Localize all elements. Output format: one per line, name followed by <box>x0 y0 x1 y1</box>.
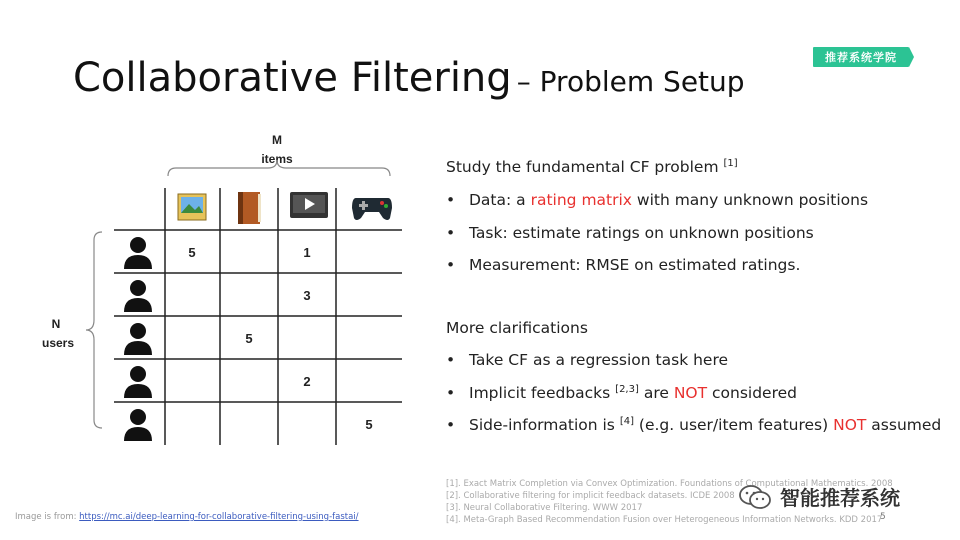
side-text: Side-information is <box>469 416 620 435</box>
wechat-icon <box>738 484 772 510</box>
implicit-end: considered <box>707 384 797 403</box>
not-highlight: NOT <box>833 416 867 435</box>
book-icon <box>238 192 261 224</box>
user-icon <box>124 280 152 312</box>
reference-item: [1]. Exact Matrix Completion via Convex Optimization. Foundations of Computational Mathematics. 2008 <box>446 479 893 489</box>
more-line: More clarifications <box>446 319 588 337</box>
measure-text: Measurement: RMSE on estimated ratings. <box>469 256 801 274</box>
rating-value: 1 <box>303 245 311 260</box>
bullet-dot: • <box>446 384 456 402</box>
intro-line <box>446 158 738 176</box>
watermark <box>738 482 900 511</box>
source-link[interactable]: https://mc.ai/deep-learning-for-collaborative-filtering-using-fastai/ <box>79 512 359 522</box>
bullet-dot: • <box>446 256 456 274</box>
matrix-grid <box>114 188 402 445</box>
bullet-dot: • <box>446 416 456 434</box>
user-icon <box>124 323 152 355</box>
rating-value: 5 <box>365 417 373 432</box>
implicit-mid: are <box>638 384 674 403</box>
rating-value: 2 <box>303 374 311 389</box>
regression-text: Take CF as a regression task here <box>469 351 729 369</box>
bullet-dot: • <box>446 224 456 242</box>
task-text: Task: estimate ratings on unknown positions <box>469 224 814 242</box>
data-text-end: with many unknown positions <box>631 191 869 209</box>
reference-item: [3]. Neural Collaborative Filtering. WWW 2017 <box>446 503 643 513</box>
users-label: users <box>41 336 75 350</box>
ref-4: [4] <box>619 416 634 427</box>
title-sub: – Problem Setup <box>516 65 745 98</box>
not-highlight: NOT <box>673 384 708 403</box>
ref-2-3: [2,3] <box>615 384 639 395</box>
data-text: Data: a <box>469 191 531 209</box>
bullet-dot: • <box>446 351 456 369</box>
slide-title <box>73 55 745 101</box>
users-brace <box>86 232 102 428</box>
side-mid: (e.g. user/item features) <box>633 416 834 435</box>
implicit-text: Implicit feedbacks <box>469 384 616 403</box>
ref-1: [1] <box>723 158 738 169</box>
reference-item: [2]. Collaborative filtering for implicit feedback datasets. ICDE 2008 <box>446 491 735 501</box>
rating-value: 5 <box>245 331 253 346</box>
bullet-dot: • <box>446 191 456 209</box>
intro-text: Study the fundamental CF problem <box>446 158 719 177</box>
image-source <box>15 512 359 522</box>
items-count-label: M <box>272 133 282 147</box>
gamepad-icon <box>352 198 392 220</box>
watermark-text: 智能推荐系统 <box>780 486 900 510</box>
brand-badge: 推荐系统学院 <box>813 47 909 67</box>
rating-matrix-figure <box>41 130 410 450</box>
photo-icon <box>178 194 206 220</box>
video-icon <box>290 192 328 218</box>
rating-value: 3 <box>303 288 311 303</box>
reference-item: [4]. Meta-Graph Based Recommendation Fusion over Heterogeneous Information Networks. KDD 2017 <box>446 515 883 525</box>
users-count-label: N <box>51 317 61 331</box>
title-main: Collaborative Filtering <box>73 55 512 101</box>
rating-value: 5 <box>188 245 196 260</box>
source-prefix: Image is from: <box>15 512 80 522</box>
user-icon <box>124 409 152 441</box>
items-label: items <box>261 152 293 166</box>
user-icon <box>124 237 152 269</box>
page-number: 5 <box>880 512 886 522</box>
rating-matrix-highlight: rating matrix <box>530 191 632 209</box>
side-end: assumed <box>866 416 942 435</box>
user-icon <box>124 366 152 398</box>
